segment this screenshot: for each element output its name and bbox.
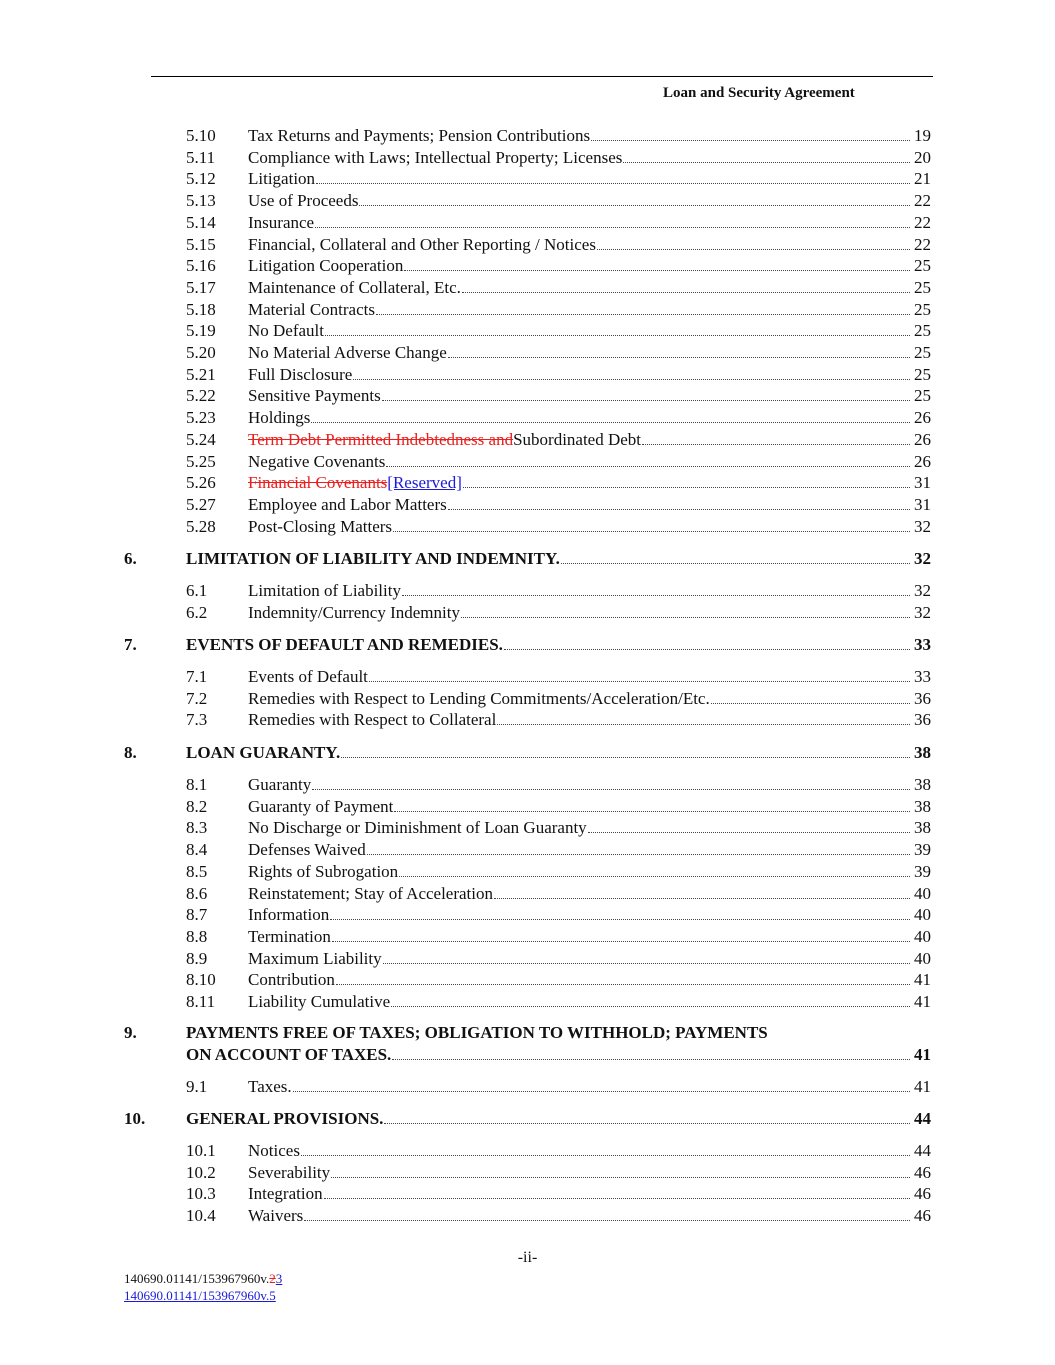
toc-section-heading[interactable] xyxy=(0,1108,1055,1130)
toc-entry-title: Contribution xyxy=(248,970,335,990)
doc-id-base: 140690.01141/153967960v. xyxy=(124,1271,270,1286)
toc-entry-title: Remedies with Respect to Collateral xyxy=(248,710,497,730)
toc-entry[interactable] xyxy=(0,1140,1055,1162)
toc-entry-number: 8.4 xyxy=(186,840,208,860)
toc-entry[interactable] xyxy=(0,991,1055,1013)
running-header-title: Loan and Security Agreement xyxy=(663,85,855,101)
dot-leader xyxy=(386,451,910,467)
toc-entry-number: 5.24 xyxy=(186,429,216,449)
toc-entry-title-wrap xyxy=(248,451,931,473)
dot-leader xyxy=(463,472,910,488)
toc-entry[interactable] xyxy=(0,602,1055,624)
toc-entry[interactable] xyxy=(0,926,1055,948)
toc-entry[interactable] xyxy=(0,342,1055,364)
toc-entry[interactable] xyxy=(0,320,1055,342)
toc-entry-title: Negative Covenants xyxy=(248,451,386,471)
toc-entry[interactable] xyxy=(0,212,1055,234)
toc-entry[interactable] xyxy=(0,190,1055,212)
dot-leader xyxy=(561,548,910,564)
toc-entry-number: 8.6 xyxy=(186,883,208,903)
toc-entry-number: 5.14 xyxy=(186,212,216,232)
toc-entry-title-wrap xyxy=(248,147,931,169)
toc-entry[interactable] xyxy=(0,494,1055,516)
toc-entry-title-wrap xyxy=(248,666,931,688)
toc-page-number: 33 xyxy=(914,667,931,686)
toc-entry-title-wrap xyxy=(248,277,931,299)
toc-entry-title-wrap xyxy=(248,883,931,905)
toc-page-number: 40 xyxy=(914,883,931,903)
toc-entry-number: 6.2 xyxy=(186,602,208,622)
toc-entry-title: GENERAL PROVISIONS. xyxy=(186,1109,384,1128)
toc-entry-title: Employee and Labor Matters xyxy=(248,494,447,514)
toc-page-number: 21 xyxy=(914,169,931,189)
dot-leader xyxy=(353,364,910,380)
toc-entry-title-wrap xyxy=(248,1140,931,1162)
toc-entry-number: 5.25 xyxy=(186,451,216,471)
toc-entry-title: Notices xyxy=(248,1141,300,1160)
toc-entry[interactable] xyxy=(0,147,1055,169)
toc-page-number: 40 xyxy=(914,926,931,946)
toc-entry-number: 10.1 xyxy=(186,1141,216,1160)
toc-entry-number: 7.1 xyxy=(186,667,208,686)
toc-entry-title: Limitation of Liability xyxy=(248,581,401,600)
toc-entry[interactable] xyxy=(0,688,1055,710)
toc-entry-title: Indemnity/Currency Indemnity xyxy=(248,602,460,622)
toc-section-heading-line1[interactable]: PAYMENTS FREE OF TAXES; OBLIGATION TO WITHHOLD; PAYMENTS xyxy=(186,1023,768,1042)
toc-entry[interactable] xyxy=(0,1205,1055,1227)
toc-entry-title: Reinstatement; Stay of Acceleration xyxy=(248,883,494,903)
toc-entry-number: 8.3 xyxy=(186,818,208,838)
toc-page-number: 46 xyxy=(914,1184,931,1204)
inserted-text: [Reserved] xyxy=(387,473,462,493)
toc-page-number: 44 xyxy=(914,1141,931,1160)
toc-entry-title: Taxes. xyxy=(248,1077,292,1096)
toc-entry-title-wrap xyxy=(248,926,931,948)
toc-entry-title-wrap xyxy=(248,494,931,516)
dot-leader xyxy=(394,796,910,812)
toc-page-number: 32 xyxy=(914,516,931,536)
toc-entry-title-wrap xyxy=(248,168,931,190)
toc-page-number: 25 xyxy=(914,299,931,319)
dot-leader xyxy=(341,742,910,758)
dot-leader xyxy=(448,342,910,358)
toc-entry-number: 5.10 xyxy=(186,126,216,145)
toc-entry[interactable] xyxy=(0,407,1055,429)
toc-page-number: 25 xyxy=(914,321,931,341)
toc-entry-title: Liability Cumulative xyxy=(248,992,391,1011)
toc-entry[interactable] xyxy=(0,385,1055,407)
toc-page-number: 25 xyxy=(914,343,931,362)
toc-entry-title-wrap xyxy=(248,688,931,710)
toc-entry-title: Full Disclosure xyxy=(248,364,353,384)
toc-entry-number: 8.10 xyxy=(186,970,216,990)
toc-entry-title-wrap xyxy=(248,190,931,212)
toc-entry-title: Sensitive Payments xyxy=(248,386,381,406)
toc-entry[interactable] xyxy=(0,883,1055,905)
toc-entry-title-wrap xyxy=(248,255,931,277)
toc-entry-number: 8.5 xyxy=(186,861,208,881)
toc-page-number: 22 xyxy=(914,234,931,254)
toc-page-number: 38 xyxy=(914,743,931,762)
toc-entry-title-wrap xyxy=(186,548,931,570)
toc-entry-number: 5.21 xyxy=(186,364,216,384)
toc-entry-number: 6.1 xyxy=(186,581,208,600)
toc-entry-title-wrap xyxy=(248,796,931,818)
toc-entry[interactable] xyxy=(0,125,1055,147)
toc-entry-number: 10.4 xyxy=(186,1206,216,1226)
toc-page-number: 41 xyxy=(914,1077,931,1096)
toc-entry-title-wrap xyxy=(248,839,931,861)
toc-page-number: 36 xyxy=(914,710,931,730)
toc-entry-title: Holdings xyxy=(248,408,311,428)
toc-entry-title-wrap xyxy=(186,634,931,656)
toc-entry-number: 9. xyxy=(124,1023,137,1042)
toc-entry-title-wrap xyxy=(248,991,931,1013)
dot-leader xyxy=(448,494,910,510)
toc-entry[interactable] xyxy=(0,168,1055,190)
toc-entry-title-wrap xyxy=(248,969,931,991)
toc-entry-title: Severability xyxy=(248,1162,331,1182)
dot-leader xyxy=(623,147,910,163)
toc-entry-title: ON ACCOUNT OF TAXES. xyxy=(186,1045,392,1064)
dot-leader xyxy=(376,299,910,315)
toc-entry[interactable] xyxy=(0,299,1055,321)
dot-leader xyxy=(369,666,910,682)
toc-page-number: 32 xyxy=(914,549,931,568)
toc-page-number: 25 xyxy=(914,277,931,297)
toc-entry-title-wrap xyxy=(248,1183,931,1205)
toc-entry[interactable] xyxy=(0,516,1055,538)
toc-entry[interactable] xyxy=(0,429,1055,451)
toc-page-number: 19 xyxy=(914,126,931,145)
toc-entry[interactable] xyxy=(0,1076,1055,1098)
toc-entry-title: Maintenance of Collateral, Etc. xyxy=(248,277,461,297)
toc-entry-title-wrap xyxy=(248,1205,931,1227)
toc-entry[interactable] xyxy=(0,839,1055,861)
dot-leader xyxy=(642,429,910,445)
toc-entry-number: 8.2 xyxy=(186,796,208,816)
dot-leader xyxy=(461,602,910,618)
toc-page-number: 32 xyxy=(914,581,931,600)
toc-entry-title: Insurance xyxy=(248,212,315,232)
toc-page-number: 22 xyxy=(914,212,931,232)
toc-entry-title: No Default xyxy=(248,321,325,341)
toc-entry-title: EVENTS OF DEFAULT AND REMEDIES. xyxy=(186,635,503,654)
dot-leader xyxy=(462,277,910,293)
toc-entry-number: 8. xyxy=(124,743,137,762)
toc-entry-title-wrap xyxy=(248,516,931,538)
toc-page-number: 41 xyxy=(914,970,931,990)
toc-entry-number: 8.7 xyxy=(186,905,208,925)
toc-entry[interactable] xyxy=(0,364,1055,386)
toc-page-number: 25 xyxy=(914,364,931,384)
toc-entry-title-wrap xyxy=(248,472,931,494)
toc-entry-title: Material Contracts xyxy=(248,299,375,319)
toc-entry[interactable] xyxy=(0,451,1055,473)
toc-entry-title: Remedies with Respect to Lending Commitments/Acceleration/Etc. xyxy=(248,688,710,708)
toc-entry-title-wrap xyxy=(186,1044,931,1066)
toc-entry-number: 5.17 xyxy=(186,277,216,297)
toc-entry-title-wrap xyxy=(248,817,931,839)
dot-leader xyxy=(497,709,910,725)
toc-entry-number: 8.9 xyxy=(186,948,208,968)
toc-entry[interactable] xyxy=(0,1183,1055,1205)
header-rule xyxy=(151,76,933,77)
toc-page-number: 25 xyxy=(914,386,931,406)
toc-entry-title: Use of Proceeds xyxy=(248,191,359,211)
toc-entry-number: 5.13 xyxy=(186,191,216,211)
toc-section-heading[interactable] xyxy=(0,634,1055,656)
dot-leader xyxy=(504,634,910,650)
toc-entry[interactable] xyxy=(0,709,1055,731)
toc-page-number: 36 xyxy=(914,688,931,708)
toc-page-number: 31 xyxy=(914,473,931,493)
toc-page-number: 41 xyxy=(914,1045,931,1064)
dot-leader xyxy=(494,883,910,899)
toc-entry[interactable] xyxy=(0,255,1055,277)
toc-entry-number: 8.11 xyxy=(186,992,216,1011)
toc-page-number: 33 xyxy=(914,635,931,654)
dot-leader xyxy=(325,320,910,336)
toc-page-number: 39 xyxy=(914,840,931,860)
toc-page-number: 41 xyxy=(914,992,931,1011)
toc-entry-title-wrap xyxy=(248,212,931,234)
toc-entry-number: 5.28 xyxy=(186,516,216,536)
toc-section-heading[interactable] xyxy=(0,742,1055,764)
toc-entry-number: 5.12 xyxy=(186,169,216,189)
toc-page-number: 38 xyxy=(914,796,931,816)
toc-entry-title: Guaranty of Payment xyxy=(248,796,394,816)
toc-entry-number: 5.19 xyxy=(186,321,216,341)
toc-entry-title-wrap xyxy=(248,1162,931,1184)
toc-entry-title: Defenses Waived xyxy=(248,840,366,860)
deleted-text: Term Debt Permitted Indebtedness and xyxy=(248,429,514,449)
toc-entry-number: 5.16 xyxy=(186,256,216,276)
toc-page-number: 25 xyxy=(914,256,931,276)
toc-entry-title: Litigation Cooperation xyxy=(248,256,404,276)
dot-leader xyxy=(336,969,910,985)
toc-entry-title-wrap xyxy=(248,948,931,970)
toc-entry-number: 5.27 xyxy=(186,494,216,514)
toc-entry[interactable] xyxy=(0,277,1055,299)
toc-entry-title-wrap xyxy=(248,904,931,926)
dot-leader xyxy=(382,385,910,401)
toc-entry-title-wrap xyxy=(248,429,931,451)
toc-page-number: 32 xyxy=(914,602,931,622)
toc-page-number: 20 xyxy=(914,147,931,167)
doc-id-inserted-version: 3 xyxy=(275,1271,283,1286)
toc-entry-title-wrap xyxy=(186,742,931,764)
dot-leader xyxy=(359,190,910,206)
toc-entry-number: 9.1 xyxy=(186,1077,208,1096)
toc-entry-title-wrap xyxy=(248,774,931,796)
toc-entry-title-wrap xyxy=(248,861,931,883)
toc-page-number: 31 xyxy=(914,494,931,514)
dot-leader xyxy=(315,212,910,228)
toc-entry-title-wrap xyxy=(248,320,931,342)
toc-page-number: 46 xyxy=(914,1206,931,1226)
toc-entry-number: 5.26 xyxy=(186,473,216,493)
toc-page-number: 22 xyxy=(914,191,931,211)
toc-entry-title: No Material Adverse Change xyxy=(248,343,447,362)
toc-entry-number: 7.3 xyxy=(186,710,208,730)
toc-page-number: 40 xyxy=(914,948,931,968)
toc-entry-title: Subordinated Debt xyxy=(513,429,642,449)
toc-page-number: 26 xyxy=(914,429,931,449)
document-id-new[interactable]: 140690.01141/153967960v.5 xyxy=(124,1288,276,1303)
toc-entry-number: 5.15 xyxy=(186,234,216,254)
toc-entry-title-wrap xyxy=(186,1108,931,1130)
toc-entry-number: 10. xyxy=(124,1109,146,1128)
dot-leader xyxy=(393,516,910,532)
toc-entry-number: 8.1 xyxy=(186,775,208,794)
toc-entry-title: Maximum Liability xyxy=(248,948,382,968)
dot-leader xyxy=(311,407,910,423)
toc-entry-number: 8.8 xyxy=(186,926,208,946)
toc-page-number: 26 xyxy=(914,408,931,428)
toc-entry[interactable] xyxy=(0,234,1055,256)
toc-entry[interactable] xyxy=(0,817,1055,839)
toc-entry-title: Guaranty xyxy=(248,775,312,794)
toc-entry-number: 7.2 xyxy=(186,688,208,708)
dot-leader xyxy=(332,926,910,942)
dot-leader xyxy=(330,904,910,920)
dot-leader xyxy=(404,255,910,271)
dot-leader xyxy=(324,1183,910,1199)
toc-entry-title-wrap xyxy=(248,407,931,429)
toc-entry-title: No Discharge or Diminishment of Loan Guaranty xyxy=(248,818,587,838)
toc-page-number: 26 xyxy=(914,451,931,471)
toc-entry-title: LIMITATION OF LIABILITY AND INDEMNITY. xyxy=(186,549,560,568)
toc-entry-number: 5.11 xyxy=(186,147,216,167)
dot-leader xyxy=(293,1076,910,1092)
dot-leader xyxy=(384,1108,910,1124)
toc-entry-title: Post-Closing Matters xyxy=(248,516,393,536)
deleted-text: Financial Covenants xyxy=(248,473,388,493)
toc-entry-title-wrap xyxy=(248,125,931,147)
toc-entry-title-wrap xyxy=(248,602,931,624)
dot-leader xyxy=(367,839,910,855)
toc-entry[interactable] xyxy=(0,948,1055,970)
toc-entry-title-wrap xyxy=(248,709,931,731)
dot-leader xyxy=(304,1205,910,1221)
toc-entry-title-wrap xyxy=(248,234,931,256)
toc-entry-number: 5.23 xyxy=(186,408,216,428)
toc-entry-number: 5.22 xyxy=(186,386,216,406)
dot-leader xyxy=(383,948,910,964)
dot-leader xyxy=(399,861,910,877)
toc-entry-title: LOAN GUARANTY. xyxy=(186,743,341,762)
dot-leader xyxy=(391,991,910,1007)
toc-entry[interactable] xyxy=(0,774,1055,796)
toc-entry-title: Information xyxy=(248,905,330,925)
toc-section-heading[interactable] xyxy=(0,548,1055,570)
toc-entry-title: Events of Default xyxy=(248,667,368,686)
toc-entry-title: Compliance with Laws; Intellectual Property; Licenses xyxy=(248,147,623,167)
dot-leader xyxy=(316,168,910,184)
toc-entry[interactable] xyxy=(0,666,1055,688)
toc-entry-title: Tax Returns and Payments; Pension Contributions xyxy=(248,126,591,145)
toc-entry-title-wrap xyxy=(248,385,931,407)
toc-entry-number: 10.3 xyxy=(186,1184,216,1204)
document-id xyxy=(124,1271,282,1287)
dot-leader xyxy=(301,1140,910,1156)
toc-page-number: 46 xyxy=(914,1162,931,1182)
toc-page-number: 44 xyxy=(914,1109,931,1128)
dot-leader xyxy=(312,774,910,790)
toc-entry[interactable] xyxy=(0,969,1055,991)
toc-entry-title: Financial, Collateral and Other Reporting / Notices xyxy=(248,234,596,254)
toc-entry-title: Rights of Subrogation xyxy=(248,861,399,881)
toc-entry-title-wrap xyxy=(248,364,931,386)
toc-entry-number: 7. xyxy=(124,635,137,654)
toc-entry[interactable] xyxy=(0,861,1055,883)
toc-entry-title: Termination xyxy=(248,926,331,946)
dot-leader xyxy=(711,688,910,704)
toc-page-number: 40 xyxy=(914,905,931,925)
toc-page-number: 38 xyxy=(914,818,931,838)
toc-entry-title-wrap xyxy=(248,580,931,602)
doc-id-deleted-version: 2 xyxy=(269,1271,276,1286)
dot-leader xyxy=(331,1162,910,1178)
toc-entry[interactable] xyxy=(0,580,1055,602)
toc-entry[interactable] xyxy=(0,904,1055,926)
toc-entry-title-wrap xyxy=(248,1076,931,1098)
dot-leader xyxy=(392,1044,910,1060)
toc-entry[interactable] xyxy=(0,796,1055,818)
dot-leader xyxy=(591,125,910,141)
toc-entry-title: Integration xyxy=(248,1184,323,1204)
toc-page-number: 38 xyxy=(914,775,931,794)
toc-entry[interactable] xyxy=(0,472,1055,494)
dot-leader xyxy=(597,234,910,250)
toc-entry-number: 5.18 xyxy=(186,299,216,319)
toc-page-number: 39 xyxy=(914,861,931,881)
toc-entry-number: 6. xyxy=(124,549,137,568)
dot-leader xyxy=(588,817,910,833)
toc-entry-title-wrap xyxy=(248,299,931,321)
toc-entry[interactable] xyxy=(0,1162,1055,1184)
page-number: -ii- xyxy=(517,1249,538,1266)
toc-entry-title-wrap xyxy=(248,342,931,364)
toc-entry-number: 5.20 xyxy=(186,343,216,362)
dot-leader xyxy=(402,580,910,596)
toc-entry-title: Waivers xyxy=(248,1206,304,1226)
toc-entry-number: 10.2 xyxy=(186,1162,216,1182)
toc-entry-title: Litigation xyxy=(248,169,316,189)
